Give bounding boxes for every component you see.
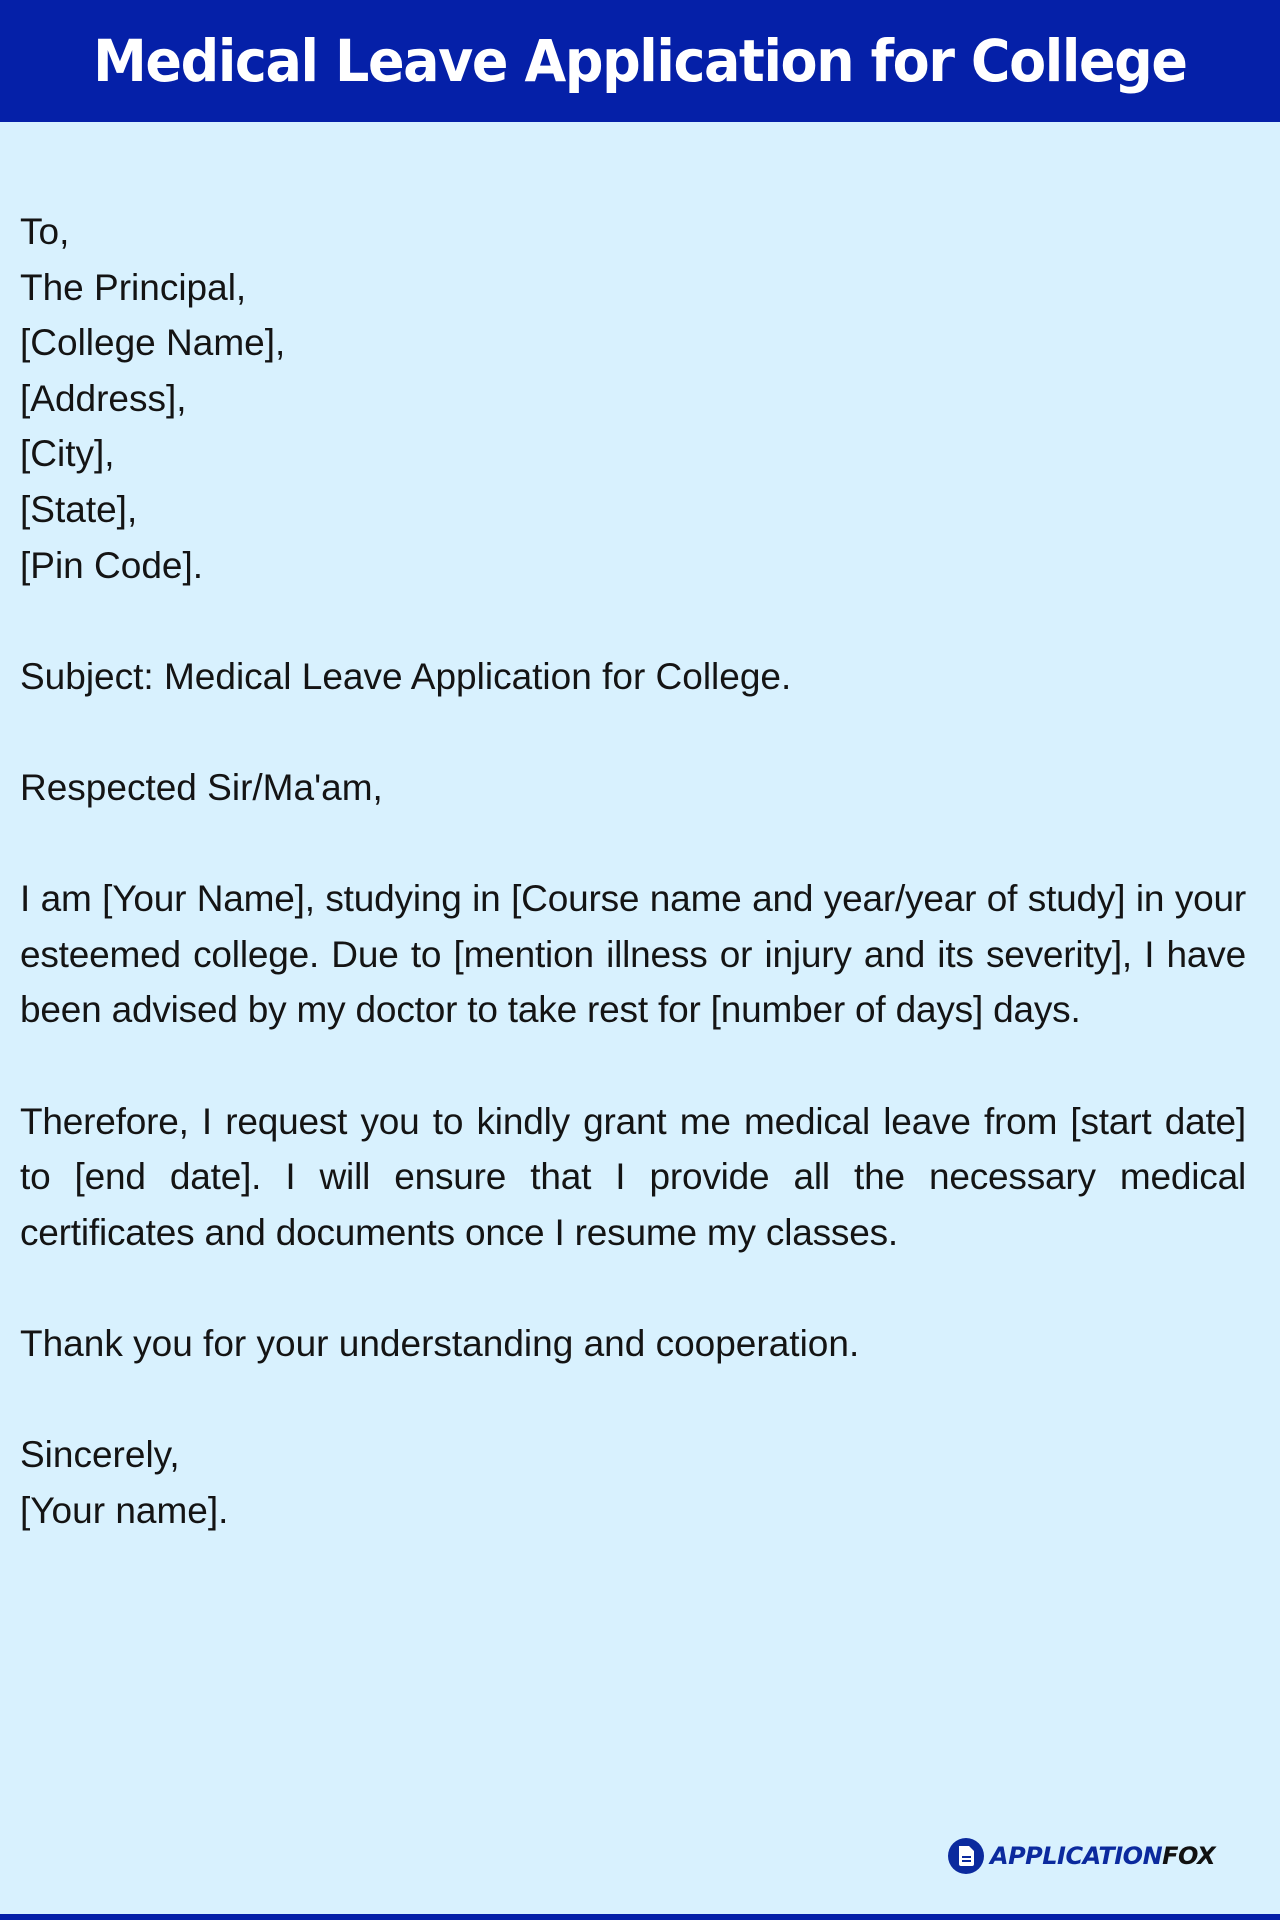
closing: Sincerely, — [20, 1434, 180, 1476]
spacer — [20, 1038, 1246, 1094]
letter-body — [20, 204, 1246, 1538]
spacer — [20, 1260, 1246, 1316]
bottom-border — [0, 1914, 1280, 1920]
logo-text: APPLICATIONFOX — [990, 1842, 1216, 1870]
salutation: Respected Sir/Ma'am, — [20, 766, 383, 808]
address-line: [City], — [20, 433, 115, 475]
body-paragraph: Therefore, I request you to kindly grant me medical leave from [start date] to [end date]. I will ensure that I provide all the necessary medical certificates and documents once I resume my classes. — [20, 1100, 1246, 1253]
body-paragraph: I am [Your Name], studying in [Course name and year/year of study] in your esteemed college. Due to [mention illness or injury and its severity], I have been advised by my doctor to take rest for [number of days] days. — [20, 878, 1246, 1031]
spacer — [20, 816, 1246, 872]
spacer — [20, 593, 1246, 649]
signature: [Your name]. — [20, 1489, 229, 1531]
address-line: [Address], — [20, 377, 187, 419]
address-line: [State], — [20, 488, 138, 530]
spacer — [20, 704, 1246, 760]
address-line: To, — [20, 211, 70, 252]
applicationfox-logo — [948, 1838, 1215, 1874]
page-header — [0, 0, 1280, 122]
spacer — [20, 1371, 1246, 1427]
recipient-address — [20, 204, 1246, 593]
subject-line: Subject: Medical Leave Application for College. — [20, 655, 792, 697]
address-line: [College Name], — [20, 322, 286, 364]
body-paragraph: Thank you for your understanding and cooperation. — [20, 1322, 860, 1364]
address-line: [Pin Code]. — [20, 544, 204, 586]
document-icon — [948, 1838, 984, 1874]
page-title: Medical Leave Application for College — [93, 27, 1187, 95]
address-line: The Principal, — [20, 266, 247, 308]
